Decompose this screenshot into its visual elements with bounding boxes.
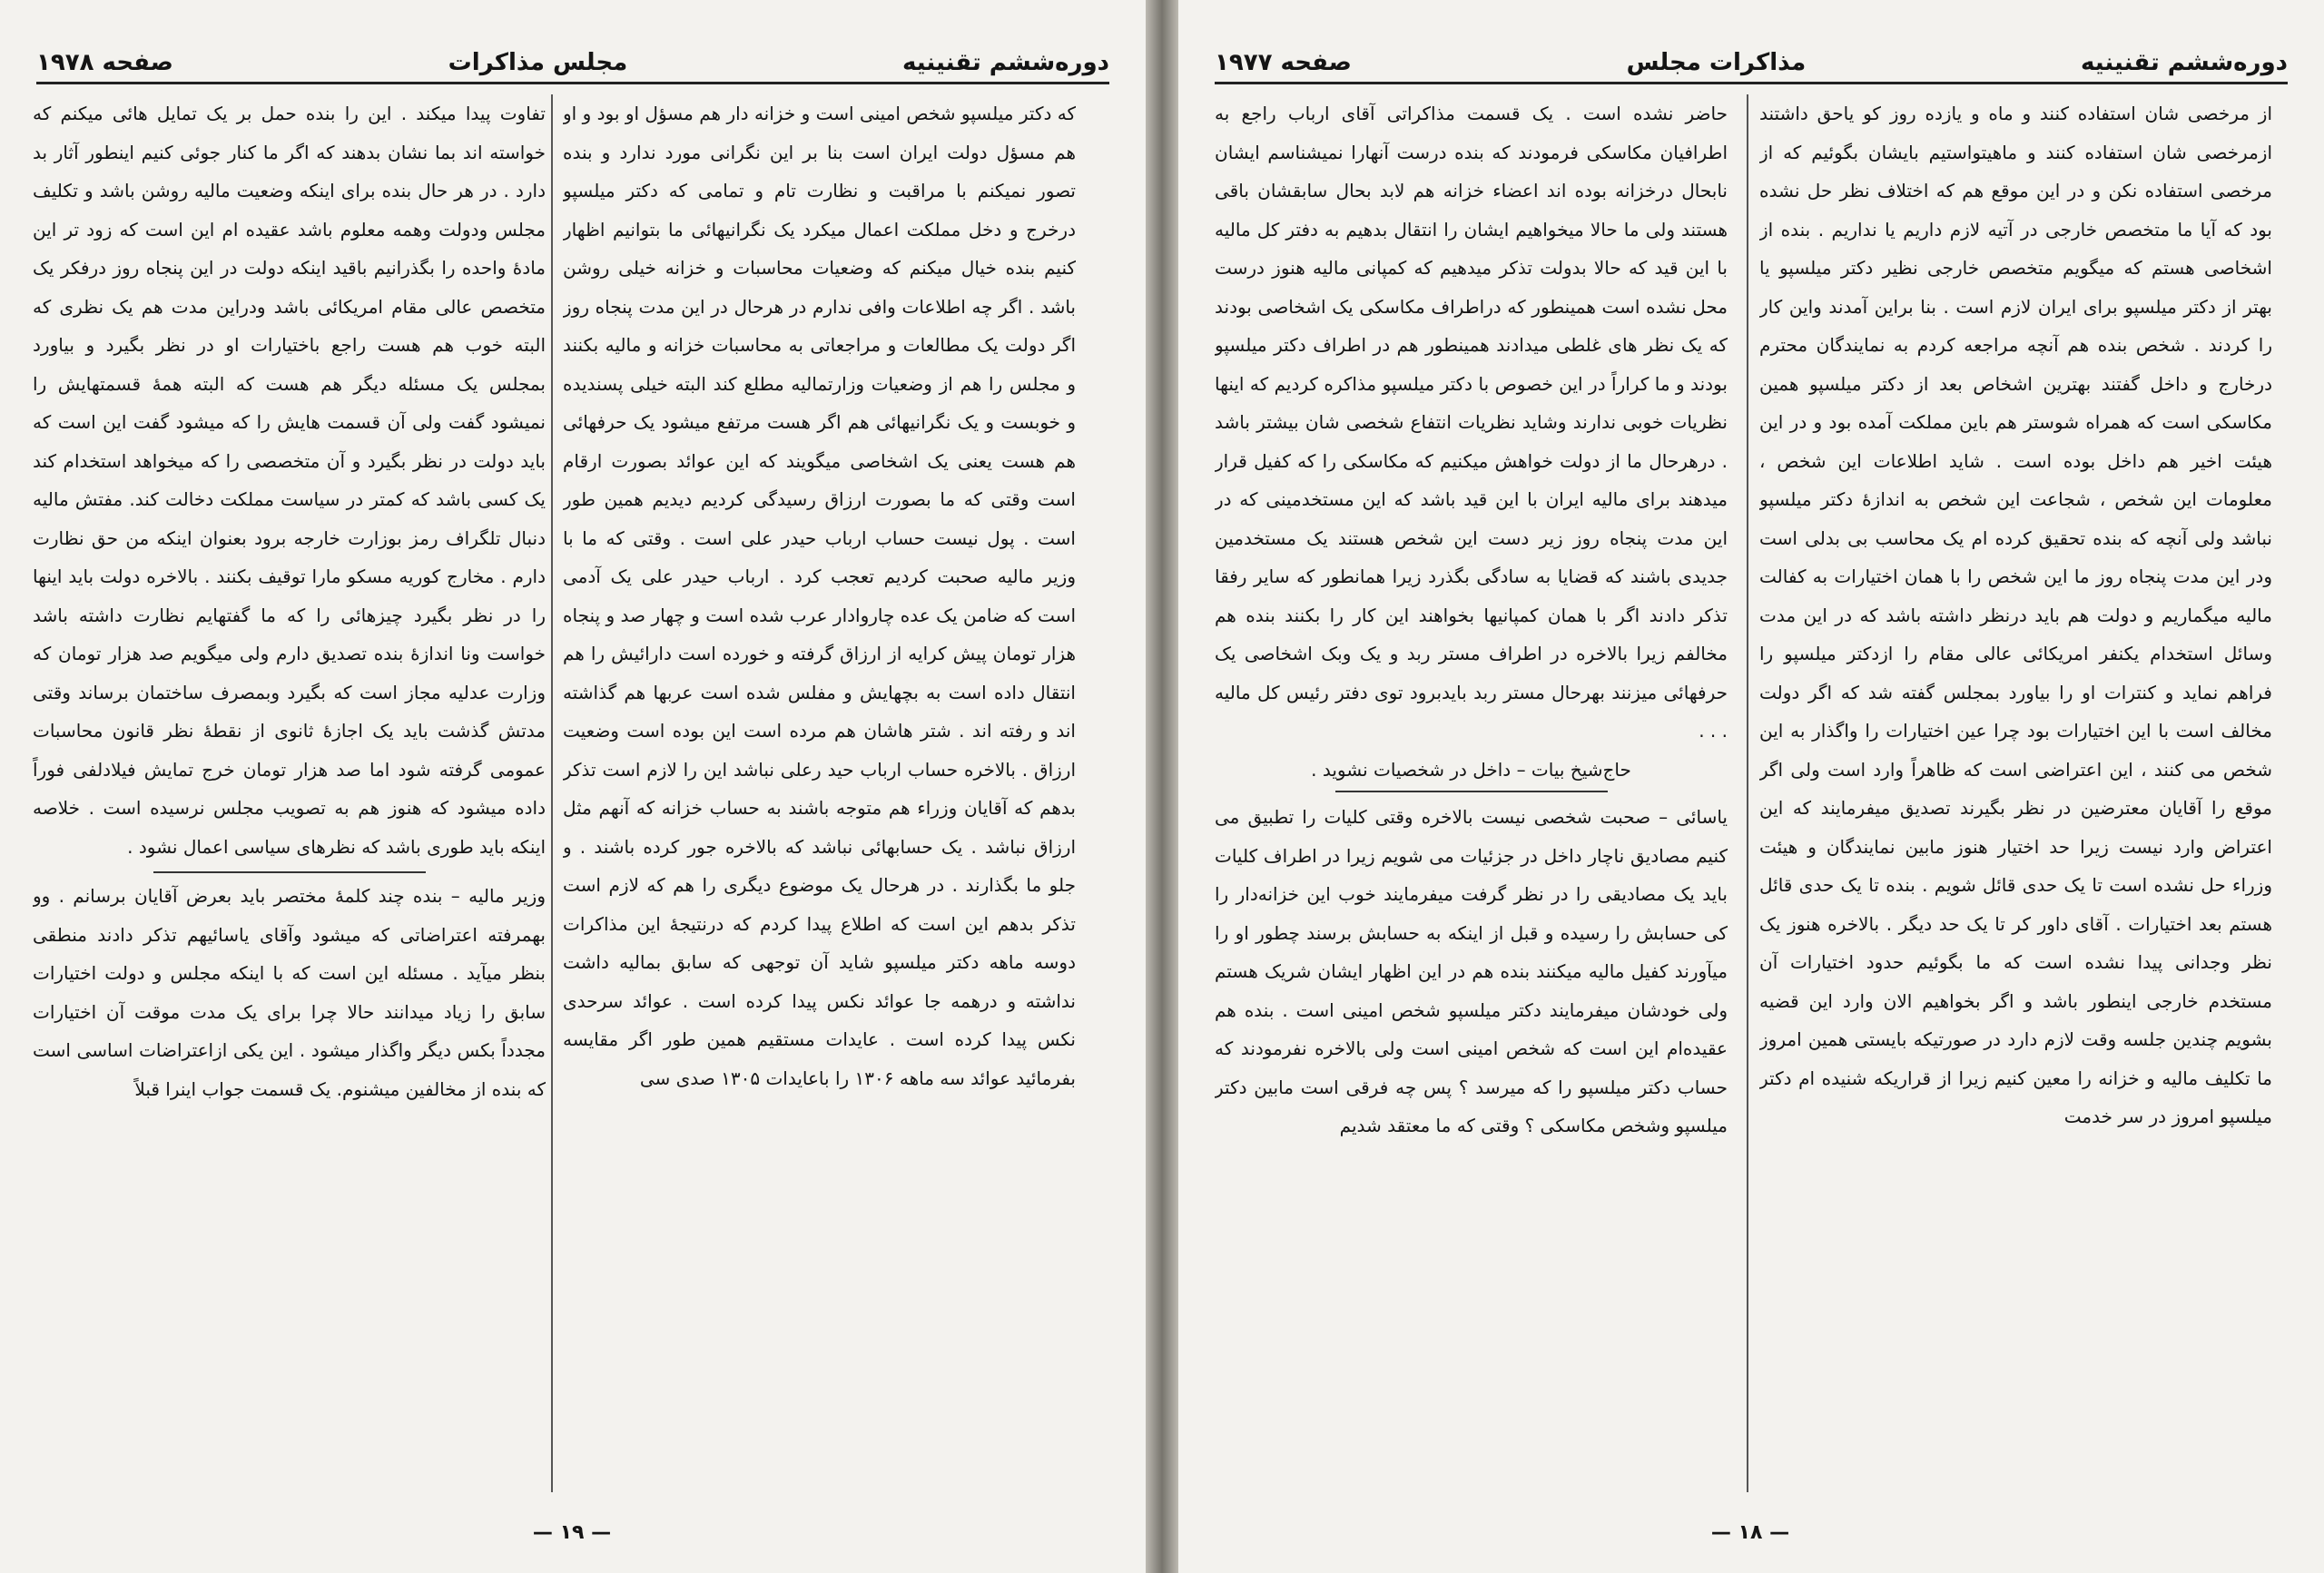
right-page	[1178, 0, 2324, 1573]
paragraph: تفاوت پیدا میکند . این را بنده حمل بر یک تمایل هائی میکنم که خواسته اند بما نشان بدهند که اگر ما کنار جوئی کنیم اینطور آثار بد دارد . در هر حال بنده برای اینکه وضعیت مالیه روشن باشد و تکلیف مجلس ودولت وهمه معلوم باشد عقیده ام این است که زود تر این مادهٔ واحده را بگذرانیم باقید اینکه دولت در این پنجاه روز درفکر یک متخصص عالی مقام امریکائی باشد ودراین مدت هم یک نظری که البته خوب هم هست راجع باختیارات او در نظر بگیرد و بیاورد بمجلس یک مسئله دیگر هم هست که البته همهٔ قسمتهایش را نمیشود گفت ولی آن قسمت هایش را که میشود گفت این است که باید دولت در نظر بگیرد و آن متخصصی را که میخواهد استخدام کند یک کسی باشد که کمتر در سیاست مملکت دخالت کند. مفتش مالیه دنبال تلگراف رمز بوزارت خارجه برود بعنوان اینکه من حق نظارت دارم . مخارج کوریه مسکو مارا توقیف بکنند . بالاخره دولت باید اینها را در نظر بگیرد چیزهائی را که ما گفتهایم نظارت داشته باشد خواست ونا اندازهٔ بنده تصدیق دارم ولی میگویم صد هزار تومان که وزارت عدلیه مجاز است که بگیرد وبمصرف ساختمان برساند وقتی مدتش گذشت باید یک اجازهٔ ثانوی از نقطهٔ نظر قانون محاسبات عمومی گرفته شود اما صد هزار تومان خرج تمایش فیلادلفی فوراً داده میشود که هنوز هم به تصویب مجلس نرسیده است . خلاصه اینکه باید طوری باشد که نظرهای سیاسی اعمال نشود .	[33, 103, 546, 858]
column-divider	[1747, 94, 1748, 1492]
left-page-column-right	[563, 94, 1076, 1492]
right-session-label: دوره‌ششم تقنینیه	[2081, 49, 2288, 76]
right-title: مذاکرات مجلس	[1626, 49, 1807, 76]
right-header-rule	[1215, 82, 2288, 84]
left-page-footer: — ١٩ —	[532, 1521, 612, 1544]
left-header-rule	[36, 82, 1109, 84]
paragraph: وزیر مالیه – بنده چند کلمهٔ مختصر باید بعرض آقایان برسانم . وو بهمرفته اعتراضاتی که میشود وآقای یاسائیهم تذکر دادند منطقی بنظر میآید . مسئله این است که با اینکه مجلس و دولت اختیارات سابق را زیاد میدانند حالا چرا برای یک مدت موقت آن اختیارات مجدداً بکس دیگر واگذار میشود . این یکی ازاعتراضات اساسی است که بنده از مخالفین میشنوم. یک قسمت جواب اینرا قبلاً	[33, 885, 546, 1100]
left-page-column-left	[33, 94, 546, 1492]
paragraph: یاسائی – صحبت شخصی نیست بالاخره وقتی کلیات را تطبیق می کنیم مصادیق ناچار داخل در جزئیات می شویم زیرا در اطراف کلیات باید یک مصادیقی را در نظر گرفت میفرمایند خوب این خزانه‌دار را کی حسابش را رسیده و قبل از اینکه به حسابش برسند چطور او را میآورند کفیل مالیه میکنند بنده هم در این اظهار ایشان شریک هستم ولی خودشان میفرمایند دکتر میلسپو شخص امینی است . بنده هم عقیده‌ام این است که شخص امینی است ولی بالاخره نفرمودند که حساب دکتر میلسپو را که میرسد ؟ پس چه فرقی است مابین دکتر میلسپو وشخص مکاسکی ؟ وقتی که ما معتقد شدیم	[1215, 806, 1728, 1136]
book-gutter	[1146, 0, 1178, 1573]
section-rule	[153, 871, 426, 873]
right-page-header	[1215, 25, 2288, 76]
speaker-line: حاج‌شیخ بیات – داخل در شخصیات نشوید .	[1311, 758, 1631, 781]
right-page-number: صفحه ۱۹۷۷	[1215, 49, 1352, 76]
paragraph: که دکتر میلسپو شخص امینی است و خزانه دار هم مسؤل او بود و او هم مسؤل دولت ایران است بنا بر این نگرانی مورد ندارد و بنده تصور نمیکنم با مراقبت و نظارت تام و تمامی که دکتر میلسپو درخرج و دخل مملکت اعمال میکرد یک نگرانیهائی ما بتوانیم اظهار کنیم بنده خیال میکنم که وضعیات محاسبات و خزانه خیلی روشن باشد . اگر چه اطلاعات وافی ندارم در هرحال در این مدت پنجاه روز اگر دولت یک مطالعات و مراجعاتی به محاسبات خزانه و مالیه بکنند و مجلس را هم از وضعیات وزارتمالیه مطلع کند البته خیلی پسندیده و خوبست و یک نگرانیهائی هم اگر هست مرتفع میشود یک حرفهائی هم هست یعنی یک اشخاصی میگویند که این عوائد بصورت ارقام است وقتی که ما بصورت ارزاق رسیدگی کردیم دیدیم همین طور است . پول نیست حساب ارباب حیدر علی است . وقتی که ما با وزیر مالیه صحبت کردیم تعجب کرد . ارباب حیدر علی یک آدمی است که ضامن یک عده چاروادار عرب شده است و چهار صد و پنجاه هزار تومان پیش کرایه از ارزاق گرفته و خورده است دارائیش را هم انتقال داده است به بچهایش و مفلس شده است عربها هم گذاشته اند و رفته اند . شتر هاشان هم مرده است این بوده است وضعیت ارزاق . بالاخره حساب ارباب حید رعلی نباشد این را لازم است تذکر بدهم که آقایان وزراء هم متوجه باشند به حساب خزانه که آنهم مثل ارزاق نباشد . یک حسابهائی نباشد که بالاخره جور کرده باشند . و جلو ما بگذارند . در هرحال یک موضوع دیگری را هم که لازم است تذکر بدهم این است که اطلاع پیدا کردم که درنتیجهٔ این مذاکرات دوسه ماهه دکتر میلسپو شاید آن توجهی که سابق بمالیه داشت نداشته و درهمه جا عوائد نکس پیدا کرده است . عوائد سرحدی نکس پیدا کرده است . عایدات مستقیم همین طور اگر مقایسه بفرمائید عوائد سه ماهه ۱۳۰۶ را باعایدات ۱۳۰۵ صدی سی	[563, 103, 1076, 1089]
left-page	[0, 0, 1146, 1573]
paragraph: حاضر نشده است . یک قسمت مذاکراتی آقای ارباب راجع به اطرافیان مکاسکی فرمودند که بنده درست آنهارا نمیشناسم ایشان نابحال درخزانه بوده اند اعضاء خزانه هم لابد بحال سابقشان باقی هستند ولی ما حالا میخواهیم ایشان را انتقال بدهیم به دفتر کل مالیه با این قید که حالا بدولت تذکر میدهیم که کمپانی مالیه هنوز درست محل نشده است همینطور که دراطراف مکاسکی یک اشخاصی بودند که یک نظر های غلطی میدادند همینطور هم در اطراف دکتر میلسپو بودند و ما کراراً در این خصوص با دکتر میلسپو مذاکره کردیم که اینها نظریات خوبی ندارند وشاید نظریات انتفاع شخصی شان بیشتر باشد . درهرحال ما از دولت خواهش میکنیم که مکاسکی را که کفیل قرار میدهند برای مالیه ایران با این قید باشد که این مستخدمینی که در این مدت پنجاه روز زیر دست این شخص هستند یک مستخدمین جدیدی باشند که قضایا به سادگی بگذرد زیرا همانطور که سایر رفقا تذکر دادند اگر با همان کمپانیها بخواهند این کار را بکنند بنده هم مخالفم زیرا بالاخره در اطراف مستر ربد و یک وبک اشخاصی یک حرفهائی میزنند بهرحال مستر ربد بایدبرود توی دفتر رئیس کل مالیه . . .	[1215, 103, 1728, 742]
section-rule	[1335, 791, 1608, 792]
right-page-column-left	[1215, 94, 1728, 1492]
left-title: مجلس مذاکرات	[448, 49, 628, 76]
right-page-footer: — ١٨ —	[1710, 1521, 1790, 1544]
left-session-label: دوره‌ششم تقنینیه	[902, 49, 1109, 76]
right-page-column-right	[1759, 94, 2272, 1492]
left-page-number: صفحه ۱۹۷۸	[36, 49, 173, 76]
column-divider	[551, 94, 553, 1492]
left-page-header	[36, 25, 1109, 76]
paragraph: از مرخصی شان استفاده کنند و ماه و یازده روز کو یاحق داشتند ازمرخصی شان استفاده کنند و ماهیتواستیم بایشان بگوئیم که از مرخصی استفاده نکن و در این موقع هم که اختلاف نظر حل نشده بود که آیا ما متخصص خارجی در آتیه لازم داریم یا نداریم . بنده از اشخاصی هستم که میگویم متخصص خارجی نظیر دکتر میلسپو یا بهتر از دکتر میلسپو برای ایران لازم است . بنا براین آمدند واین کار را کردند . شخص بنده هم آنچه مراجعه کردم به نمایندگان محترم درخارج و داخل گفتند بهترین اشخاص بعد از دکتر میلسپو همین مکاسکی است که همراه شوستر هم باین مملکت آمده بود و در این هیئت اخیر هم داخل بوده است . شاید اطلاعات این شخص ، معلومات این شخص ، شجاعت این شخص به اندازهٔ دکتر میلسپو نباشد ولی آنچه که بنده تحقیق کرده ام یک محاسب بی بدلی است ودر این مدت پنجاه روز ما این شخص را با همان اختیارات به کفالت مالیه میگماریم و دولت هم باید درنظر داشته باشد که در این مدت وسائل استخدام یکنفر امریکائی عالی مقام را ازدکتر میلسپو را فراهم نماید و کنترات او را بیاورد بمجلس گفته شد که اگر دولت مخالف است با این اختیارات بود چرا عین اختیارات را واگذار به این شخص می کنند ، این اعتراضی است که ظاهراً وارد است ولی اگر موقع را آقایان معترضین در نظر بگیرند تصدیق میفرمایند که این اعتراض وارد نیست زیرا حد اختیار هنوز مابین نمایندگان و هیئت وزراء حل نشده است تا یک حدی قائل شویم . بنده تا یک حدی قائل هستم بعد اختیارات . آقای داور کر تا یک حد دیگر . بالاخره هنوز یک نظر وجدانی پیدا نشده است که ما بگوئیم حدود اختیارات آن مستخدم خارجی اینطور باشد و اگر بخواهیم الان وارد این قضیه بشویم چندین جلسه وقت لازم دارد در صورتیکه بایستی همین امروز ما تکلیف مالیه و خزانه را معین کنیم زیرا از قراریکه شنیده ام دکتر میلسپو امروز در سر خدمت	[1759, 103, 2272, 1127]
